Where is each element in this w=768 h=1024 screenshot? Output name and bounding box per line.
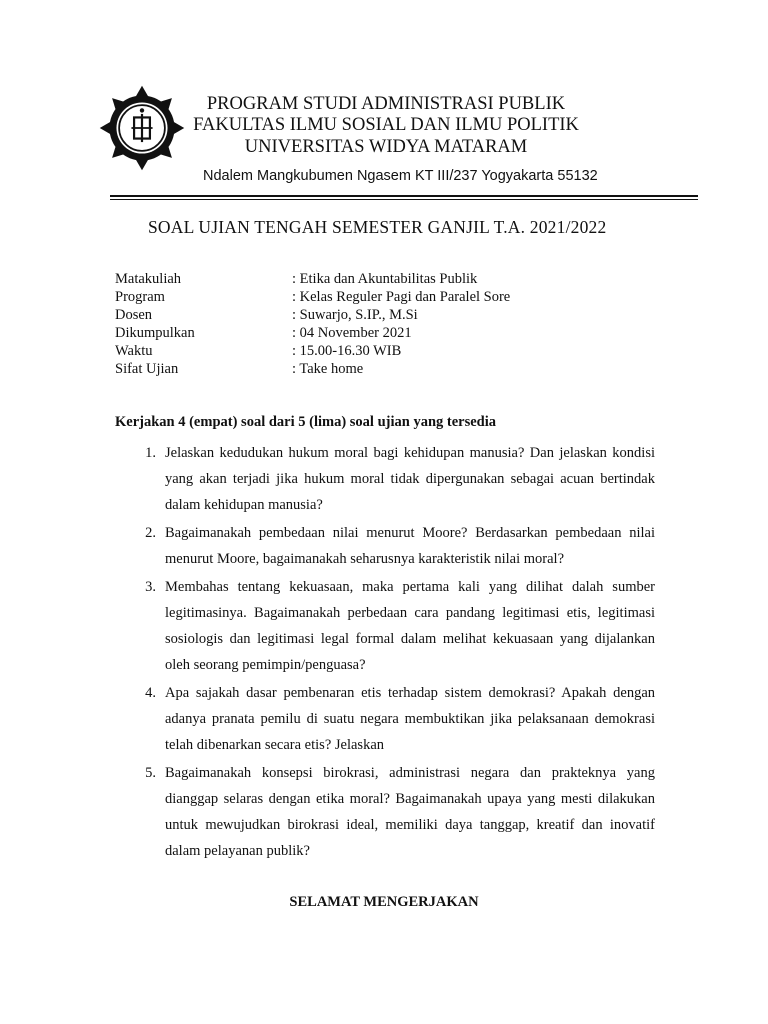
- question-text: Jelaskan kedudukan hukum moral bagi kehidupan manusia? Dan jelaskan kondisi yang akan terjadi jika hukum moral tidak dipergunakan sebagai acuan bertindak dalam kehidupan manusia?: [165, 445, 655, 513]
- university-logo-icon: [98, 84, 186, 172]
- header-address: Ndalem Mangkubumen Ngasem KT III/237 Yogyakarta 55132: [203, 168, 598, 184]
- question-text: Apa sajakah dasar pembenaran etis terhadap sistem demokrasi? Apakah dengan adanya pranata pemilu di suatu negara membuktikan jika pelaksanaan demokrasi telah dibenarkan secara etis? Jelaskan: [165, 685, 655, 753]
- meta-value: : 04 November 2021: [292, 325, 412, 341]
- exam-title: SOAL UJIAN TENGAH SEMESTER GANJIL T.A. 2021/2022: [148, 217, 607, 237]
- meta-label: Dosen: [115, 307, 153, 323]
- question-text: Bagaimanakah pembedaan nilai menurut Moore? Berdasarkan pembedaan nilai menurut Moore, bagaimanakah seharusnya karakteristik nilai moral?: [165, 525, 655, 567]
- header-divider: [110, 195, 698, 197]
- header-university: UNIVERSITAS WIDYA MATARAM: [244, 137, 528, 157]
- question-list: [115, 440, 655, 866]
- question-text: Bagaimanakah konsepsi birokrasi, administrasi negara dan prakteknya yang dianggap selaras dengan etika moral? Bagaimanakah upaya yang mesti dilakukan untuk mewujudkan birokrasi ideal, memiliki daya tanggap, kreatif dan inovatif dalam pelayanan publik?: [165, 765, 655, 859]
- meta-label: Waktu: [115, 343, 153, 359]
- meta-value: : Kelas Reguler Pagi dan Paralel Sore: [292, 289, 511, 305]
- closing-text: SELAMAT MENGERJAKAN: [289, 894, 479, 910]
- question-item: [115, 760, 655, 864]
- meta-label: Program: [115, 289, 165, 305]
- exam-instruction: Kerjakan 4 (empat) soal dari 5 (lima) soal ujian yang tersedia: [115, 414, 497, 430]
- question-item: [115, 520, 655, 572]
- question-number: 4.: [145, 685, 156, 701]
- meta-value: : Etika dan Akuntabilitas Publik: [292, 271, 478, 287]
- meta-row-course: [115, 270, 510, 288]
- header-program: PROGRAM STUDI ADMINISTRASI PUBLIK: [206, 94, 566, 114]
- meta-label: Sifat Ujian: [115, 361, 179, 377]
- meta-row-time: [115, 342, 510, 360]
- question-number: 1.: [145, 445, 156, 461]
- question-item: [115, 440, 655, 518]
- meta-value: : 15.00-16.30 WIB: [292, 343, 402, 359]
- meta-row-lecturer: [115, 306, 510, 324]
- question-number: 5.: [145, 765, 156, 781]
- meta-row-exam-type: [115, 360, 510, 378]
- meta-label: Dikumpulkan: [115, 325, 195, 341]
- meta-value: : Take home: [292, 361, 364, 377]
- meta-row-due: [115, 324, 510, 342]
- question-item: [115, 574, 655, 678]
- question-text: Membahas tentang kekuasaan, maka pertama kali yang dilihat dalah sumber legitimasinya. Bagaimanakah perbedaan cara pandang legitimasi etis, legitimasi sosiologis dan legitimasi legal formal dalam melihat kekuasaan yang dijalankan oleh seorang pemimpin/penguasa?: [165, 579, 655, 673]
- meta-value: : Suwarjo, S.IP., M.Si: [292, 307, 418, 323]
- header-faculty: FAKULTAS ILMU SOSIAL DAN ILMU POLITIK: [193, 115, 579, 135]
- header-divider-thin: [110, 199, 698, 200]
- question-item: [115, 680, 655, 758]
- question-number: 3.: [145, 579, 156, 595]
- meta-label: Matakuliah: [115, 271, 182, 287]
- question-number: 2.: [145, 525, 156, 541]
- exam-meta: [115, 270, 510, 378]
- meta-row-program: [115, 288, 510, 306]
